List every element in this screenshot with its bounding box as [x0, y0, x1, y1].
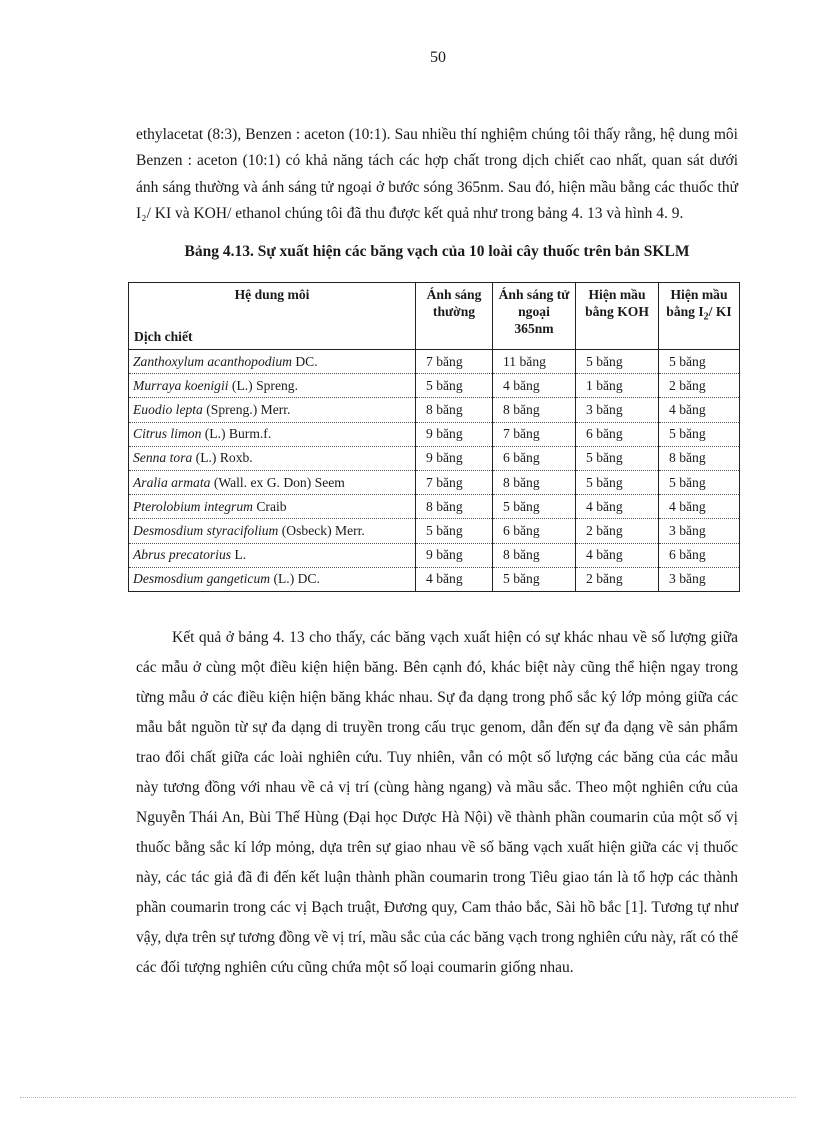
species-cell [129, 446, 416, 470]
species-name: Abrus precatorius [133, 547, 232, 563]
footer-divider [20, 1097, 796, 1098]
intro-paragraph: ethylacetat (8:3), Benzen : aceton (10:1). Sau nhiều thí nghiệm chúng tôi thấy rằng, hệ dung môi Benzen : aceton (10:1) có khả năng tách các hợp chất trong dịch chiết cao nhất, quan sát dưới ánh sáng thường và ánh sáng tử ngoại ở bước sóng 365nm. Sau đó, hiện mầu bằng các thuốc thử I₂/ KI và KOH/ ethanol chúng tôi đã thu được kết quả như trong bảng 4. 13 và hình 4. 9. [136, 125, 738, 222]
koh-cell: 1 băng [576, 374, 659, 398]
page-number: 50 [430, 49, 446, 66]
koh-cell: 5 băng [576, 446, 659, 470]
header-solvent: Hệ dung môi [234, 287, 310, 302]
species-author: (Wall. ex G. Don) Seem [210, 474, 345, 490]
normal-light-cell: 9 băng [416, 422, 493, 446]
koh-cell: 5 băng [576, 350, 659, 374]
header-normal-light: Ánh sáng thường [416, 283, 493, 350]
koh-cell: 5 băng [576, 470, 659, 494]
koh-cell: 4 băng [576, 495, 659, 519]
table-row [129, 495, 740, 519]
discussion-paragraph: Kết quả ở bảng 4. 13 cho thấy, các băng vạch xuất hiện có sự khác nhau về số lượng giữa các mẫu ở cùng một điều kiện hiện băng. Bên cạnh đó, khác biệt này cũng thể hiện ngay trong từng mẫu ở các điều kiện hiện băng khác nhau. Sự đa dạng trong phổ sắc ký lớp mỏng giữa các mẫu bắt nguồn từ sự đa dạng di truyền trong cấu trục genom, dẫn đến sự đa dạng về sản phẩm trao đổi chất giữa các loài nghiên cứu. Tuy nhiên, vẫn có một số lượng các băng của các mẫu này tương đồng với nhau về cả vị trí (cùng hàng ngang) và mầu sắc. Theo một nghiên cứu của Nguyễn Thái An, Bùi Thế Hùng (Đại học Dược Hà Nội) về thành phần coumarin của một số vị thuốc bằng sắc kí lớp mỏng, dựa trên sự giao nhau về số băng vạch xuất hiện giữa các vị thuốc này, các tác giả đã đi đến kết luận thành phần coumarin trong Tiêu giao tán là tổ hợp các thành phần coumarin trong các vị Bạch truật, Đương quy, Cam thảo bắc, Sài hồ bắc [1]. Tương tự như vậy, dựa trên sự tương đồng về vị trí, mầu sắc của các băng vạch trong nghiên cứu này, rất có thể các đối tượng nghiên cứu cũng chứa một số loại coumarin giống nhau. [136, 628, 738, 976]
uv-light-cell: 5 băng [493, 567, 576, 591]
koh-cell: 3 băng [576, 398, 659, 422]
species-name: Citrus limon [133, 426, 202, 442]
i2-cell: 5 băng [659, 350, 740, 374]
uv-light-cell: 8 băng [493, 470, 576, 494]
uv-light-cell: 7 băng [493, 422, 576, 446]
header-i2-ki: Hiện mầu bằng $I_2/$ KI [659, 283, 740, 350]
species-author: (L.) Roxb. [192, 450, 253, 466]
species-cell [129, 567, 416, 591]
uv-light-cell: 6 băng [493, 446, 576, 470]
species-cell [129, 374, 416, 398]
species-author: DC. [291, 353, 318, 369]
koh-cell: 2 băng [576, 567, 659, 591]
species-name: Desmosdium gangeticum [133, 571, 271, 587]
header-koh: Hiện mầu bằng KOH [576, 283, 659, 350]
normal-light-cell: 9 băng [416, 446, 493, 470]
table-row [129, 350, 740, 374]
species-cell [129, 398, 416, 422]
i2-cell: 6 băng [659, 543, 740, 567]
i2-cell: 8 băng [659, 446, 740, 470]
i2-cell: 2 băng [659, 374, 740, 398]
species-name: Aralia armata [133, 474, 211, 490]
table-row [129, 374, 740, 398]
table-header-row [129, 283, 740, 350]
table-row [129, 446, 740, 470]
table-row [129, 470, 740, 494]
species-cell [129, 543, 416, 567]
normal-light-cell: 5 băng [416, 374, 493, 398]
i2-cell: 3 băng [659, 567, 740, 591]
species-cell [129, 470, 416, 494]
header-uv-light: Ánh sáng tử ngoại 365nm [493, 283, 576, 350]
uv-light-cell: 11 băng [493, 350, 576, 374]
koh-cell: 2 băng [576, 519, 659, 543]
species-author: (L.) Spreng. [228, 377, 298, 393]
species-cell [129, 422, 416, 446]
normal-light-cell: 9 băng [416, 543, 493, 567]
species-author: (L.) DC. [270, 571, 320, 587]
species-author: Craib [252, 498, 287, 514]
koh-cell: 6 băng [576, 422, 659, 446]
i2-cell: 5 băng [659, 470, 740, 494]
species-name: Pterolobium integrum [133, 498, 253, 514]
species-author: L. [231, 547, 247, 563]
table-row [129, 422, 740, 446]
koh-cell: 4 băng [576, 543, 659, 567]
species-author: (Spreng.) Merr. [202, 401, 291, 417]
species-author: (L.) Burm.f. [201, 426, 272, 442]
i2-cell: 3 băng [659, 519, 740, 543]
species-name: Desmosdium styracifolium [133, 522, 279, 538]
species-name: Murraya koenigii [133, 377, 229, 393]
table-row [129, 519, 740, 543]
species-name: Euodio lepta [133, 401, 203, 417]
uv-light-cell: 8 băng [493, 543, 576, 567]
uv-light-cell: 5 băng [493, 495, 576, 519]
uv-light-cell: 6 băng [493, 519, 576, 543]
table-row [129, 398, 740, 422]
species-cell [129, 519, 416, 543]
table-row [129, 567, 740, 591]
uv-light-cell: 4 băng [493, 374, 576, 398]
i2-cell: 5 băng [659, 422, 740, 446]
bands-table [128, 282, 740, 592]
species-author: (Osbeck) Merr. [278, 522, 365, 538]
normal-light-cell: 8 băng [416, 398, 493, 422]
species-name: Senna tora [133, 450, 193, 466]
normal-light-cell: 4 băng [416, 567, 493, 591]
species-cell [129, 350, 416, 374]
uv-light-cell: 8 băng [493, 398, 576, 422]
header-solvent-extract [129, 283, 416, 350]
normal-light-cell: 7 băng [416, 470, 493, 494]
header-extract: Dịch chiết [134, 329, 193, 344]
species-name: Zanthoxylum acanthopodium [133, 353, 292, 369]
species-cell [129, 495, 416, 519]
normal-light-cell: 8 băng [416, 495, 493, 519]
i2-cell: 4 băng [659, 398, 740, 422]
i2-cell: 4 băng [659, 495, 740, 519]
table-row [129, 543, 740, 567]
normal-light-cell: 7 băng [416, 350, 493, 374]
table-caption: Bảng 4.13. Sự xuất hiện các băng vạch của 10 loài cây thuốc trên bản SKLM [184, 243, 690, 260]
normal-light-cell: 5 băng [416, 519, 493, 543]
